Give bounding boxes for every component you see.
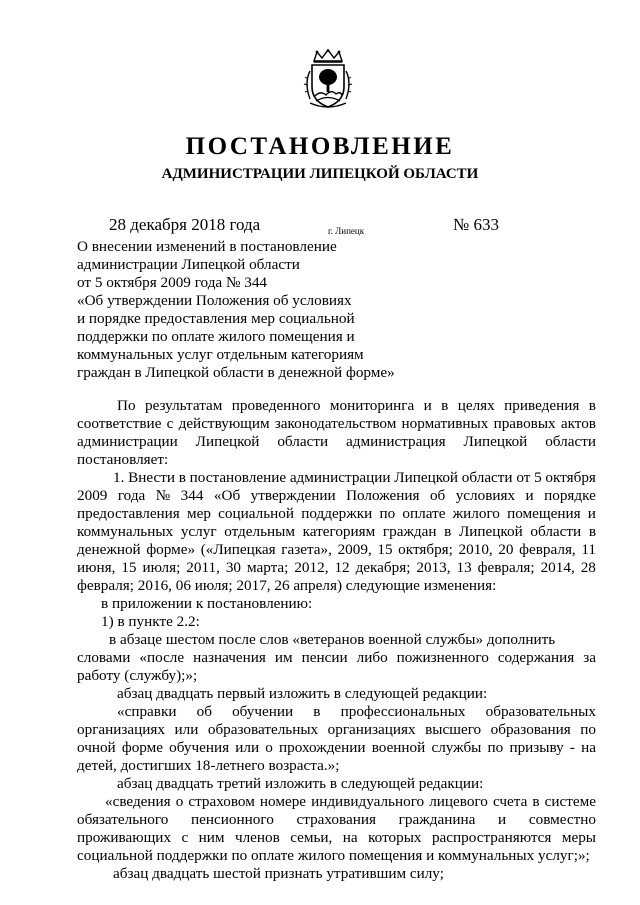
word: пенсионного: [191, 811, 274, 828]
word: проведенного: [231, 397, 321, 414]
word: номере: [259, 793, 307, 810]
word: денежной: [77, 541, 141, 558]
word: области: [277, 433, 329, 450]
word: совместно: [528, 811, 596, 828]
word: области: [545, 433, 596, 450]
word: форме: [121, 739, 164, 756]
word: профессиональных: [340, 703, 466, 720]
word: образовательных: [485, 703, 596, 720]
subject-line: О внесении изменений в постановление: [77, 238, 337, 255]
word: категориям: [302, 523, 376, 540]
body-line: 1) в пункте 2.2:: [101, 613, 200, 630]
body-line: [77, 829, 596, 847]
body-line: постановляет:: [77, 451, 169, 468]
word: правовых: [493, 415, 556, 432]
word: за: [583, 649, 596, 666]
word: целях: [457, 397, 495, 414]
word: «справки: [117, 703, 177, 720]
word: 2013,: [416, 559, 451, 576]
body-line: [77, 469, 596, 487]
word: действующим: [178, 415, 270, 432]
word: 2014,: [540, 559, 575, 576]
word: им: [274, 649, 293, 666]
word: и: [525, 487, 534, 504]
body-line: [77, 649, 596, 667]
word: об: [429, 487, 446, 504]
body-line: абзац двадцать первый изложить в следующей редакции:: [117, 685, 488, 702]
word: администрации: [77, 433, 178, 450]
word: которых: [368, 829, 422, 846]
word: с: [181, 829, 189, 846]
word: и: [498, 811, 507, 828]
word: назначения: [193, 649, 266, 666]
word: обучения: [169, 739, 230, 756]
word: февраля;: [477, 559, 535, 576]
word: от: [516, 469, 531, 486]
word: содержания: [497, 649, 575, 666]
body-line: детей, достигших 18-летнего возраста.»;: [77, 757, 340, 774]
word: пожизненного: [396, 649, 489, 666]
word: о: [175, 793, 184, 810]
word: 13: [456, 559, 472, 576]
word: 12: [334, 559, 350, 576]
word: Липецкой: [195, 433, 260, 450]
subject-line: «Об утверждении Положения об условиях: [77, 292, 352, 309]
word: по: [580, 721, 596, 738]
word: призыву: [509, 739, 564, 756]
word: приведения: [504, 397, 580, 414]
body-line: [77, 415, 596, 433]
word: администрации: [289, 469, 391, 486]
word: меры: [561, 829, 596, 846]
body-line: [77, 721, 596, 739]
word: и: [423, 397, 432, 414]
body-line: [77, 559, 596, 577]
body-line: работу (службу);»;: [77, 667, 198, 684]
body-line: в приложении к постановлению:: [101, 595, 313, 612]
word: членов: [234, 829, 280, 846]
word: обучении: [232, 703, 294, 720]
body-line: [77, 433, 596, 451]
word: в: [178, 469, 186, 486]
word: «сведения: [105, 793, 171, 810]
word: в: [441, 397, 449, 414]
word: словами: [77, 649, 131, 666]
subject-line: граждан в Липецкой области в денежной форме»: [77, 364, 395, 381]
word: с: [166, 415, 174, 432]
coat-of-arms-icon: [300, 49, 356, 111]
word: области: [461, 469, 513, 486]
body-line: [77, 811, 596, 829]
word: администрация: [346, 433, 446, 450]
word: октября;: [398, 541, 453, 558]
body-line: абзац двадцать шестой признать утратившим силу;: [113, 865, 444, 882]
word: 2009,: [337, 541, 372, 558]
body-line: в абзаце шестом после слов «ветеранов военной службы» дополнить: [109, 631, 556, 648]
word: актов: [560, 415, 596, 432]
word: организациях: [327, 721, 416, 738]
word: жилого: [452, 505, 500, 522]
word: 15: [121, 559, 137, 576]
word: или: [174, 721, 199, 738]
word: 5: [534, 469, 542, 486]
word: распространяются: [431, 829, 552, 846]
word: страхования: [296, 811, 376, 828]
word: порядке: [544, 487, 596, 504]
body-line: [77, 739, 596, 757]
word: коммунальных: [77, 523, 174, 540]
word: Липецкой: [394, 469, 459, 486]
word: соответствие: [77, 415, 162, 432]
body-line: [77, 397, 596, 415]
word: либо: [356, 649, 388, 666]
word: 2010,: [458, 541, 493, 558]
word: страховом: [188, 793, 255, 810]
subject-line: администрации Липецкой области: [77, 256, 300, 273]
word: №: [155, 487, 171, 504]
word: организациях: [77, 721, 165, 738]
word: образовательных: [207, 721, 319, 738]
word: октября: [545, 469, 596, 486]
word: в: [588, 397, 596, 414]
document-type-title: ПОСТАНОВЛЕНИЕ: [185, 133, 455, 160]
body-line: [77, 793, 596, 811]
word: «после: [139, 649, 185, 666]
word: Положения: [346, 487, 420, 504]
word: системе: [544, 793, 596, 810]
document-body: [77, 397, 596, 883]
word: декабря;: [355, 559, 411, 576]
body-line: [77, 487, 596, 505]
document-date: 28 декабря 2018 года: [109, 215, 261, 234]
word: в: [532, 793, 540, 810]
word: 28: [580, 559, 596, 576]
word: «Об: [213, 487, 241, 504]
word: 20: [498, 541, 514, 558]
word: 344: [180, 487, 204, 504]
word: 1.: [113, 469, 125, 486]
word: или: [235, 739, 260, 756]
word: нормативных: [401, 415, 489, 432]
word: 2012,: [294, 559, 329, 576]
word: предоставления: [77, 505, 180, 522]
subject-line: и порядке предоставления мер социальной: [77, 310, 355, 327]
body-line: февраля; 2016, 06 июля; 2017, 26 апреля) следующие изменения:: [77, 577, 497, 594]
word: Липецкой: [463, 433, 528, 450]
word: июля;: [142, 559, 181, 576]
issuing-authority: АДМИНИСТРАЦИИ ЛИПЕЦКОЙ ОБЛАСТИ: [161, 166, 479, 182]
word: в: [444, 523, 452, 540]
word: на: [342, 829, 358, 846]
body-line: [77, 541, 596, 559]
word: о: [265, 739, 273, 756]
body-line: [77, 703, 596, 721]
word: форме»: [146, 541, 196, 558]
word: прохождении: [279, 739, 366, 756]
word: 11: [581, 541, 596, 558]
word: оплате: [402, 505, 446, 522]
body-line: [77, 523, 596, 541]
word: газета»,: [281, 541, 332, 558]
word: года: [117, 487, 146, 504]
word: военной: [371, 739, 426, 756]
word: образования: [490, 721, 571, 738]
word: социальной: [218, 505, 294, 522]
word: службы: [431, 739, 482, 756]
word: помещения: [507, 505, 581, 522]
word: результатам: [144, 397, 223, 414]
word: по: [379, 505, 396, 522]
word: Липецкой: [458, 523, 523, 540]
word: и: [587, 505, 596, 522]
subject-line: поддержки по оплате жилого помещения и: [77, 328, 355, 345]
word: 2011,: [186, 559, 220, 576]
word: постановление: [189, 469, 287, 486]
word: индивидуального: [311, 793, 425, 810]
word: 30: [225, 559, 242, 576]
word: февраля,: [519, 541, 576, 558]
word: законодательством: [274, 415, 397, 432]
word: -: [569, 739, 575, 756]
word: об: [196, 703, 212, 720]
subject-line: от 5 октября 2009 года № 344: [77, 274, 268, 291]
word: в: [588, 523, 596, 540]
body-line: социальной поддержки по оплате жилого помещения и коммунальных услуг;»;: [77, 847, 590, 864]
word: июня,: [77, 559, 116, 576]
document-number: № 633: [453, 215, 499, 234]
word: 2009: [77, 487, 108, 504]
word: условиях: [455, 487, 516, 504]
document-city: г. Липецк: [328, 226, 365, 236]
word: семьи,: [290, 829, 333, 846]
word: мониторинга: [329, 397, 415, 414]
word: области: [530, 523, 582, 540]
word: мер: [187, 505, 211, 522]
word: Внести: [128, 469, 176, 486]
word: лицевого: [429, 793, 488, 810]
word: ним: [198, 829, 225, 846]
word: отдельным: [224, 523, 295, 540]
word: («Липецкая: [200, 541, 276, 558]
word: счета: [492, 793, 528, 810]
subject-line: коммунальных услуг отдельным категориям: [77, 346, 364, 363]
word: поддержки: [301, 505, 373, 522]
word: обязательного: [77, 811, 169, 828]
word: по: [487, 739, 504, 756]
word: проживающих: [77, 829, 172, 846]
word: в: [313, 703, 321, 720]
body-line: абзац двадцать третий изложить в следующей редакции:: [117, 775, 484, 792]
word: граждан: [382, 523, 437, 540]
word: утверждении: [250, 487, 336, 504]
word: По: [117, 397, 136, 414]
word: пенсии: [301, 649, 348, 666]
word: гражданина: [398, 811, 476, 828]
word: марта;: [246, 559, 289, 576]
word: 15: [377, 541, 393, 558]
word: на: [581, 739, 596, 756]
word: высшего: [425, 721, 482, 738]
document-subject: [77, 238, 407, 382]
word: очной: [77, 739, 116, 756]
word: услуг: [180, 523, 217, 540]
body-line: [77, 505, 596, 523]
